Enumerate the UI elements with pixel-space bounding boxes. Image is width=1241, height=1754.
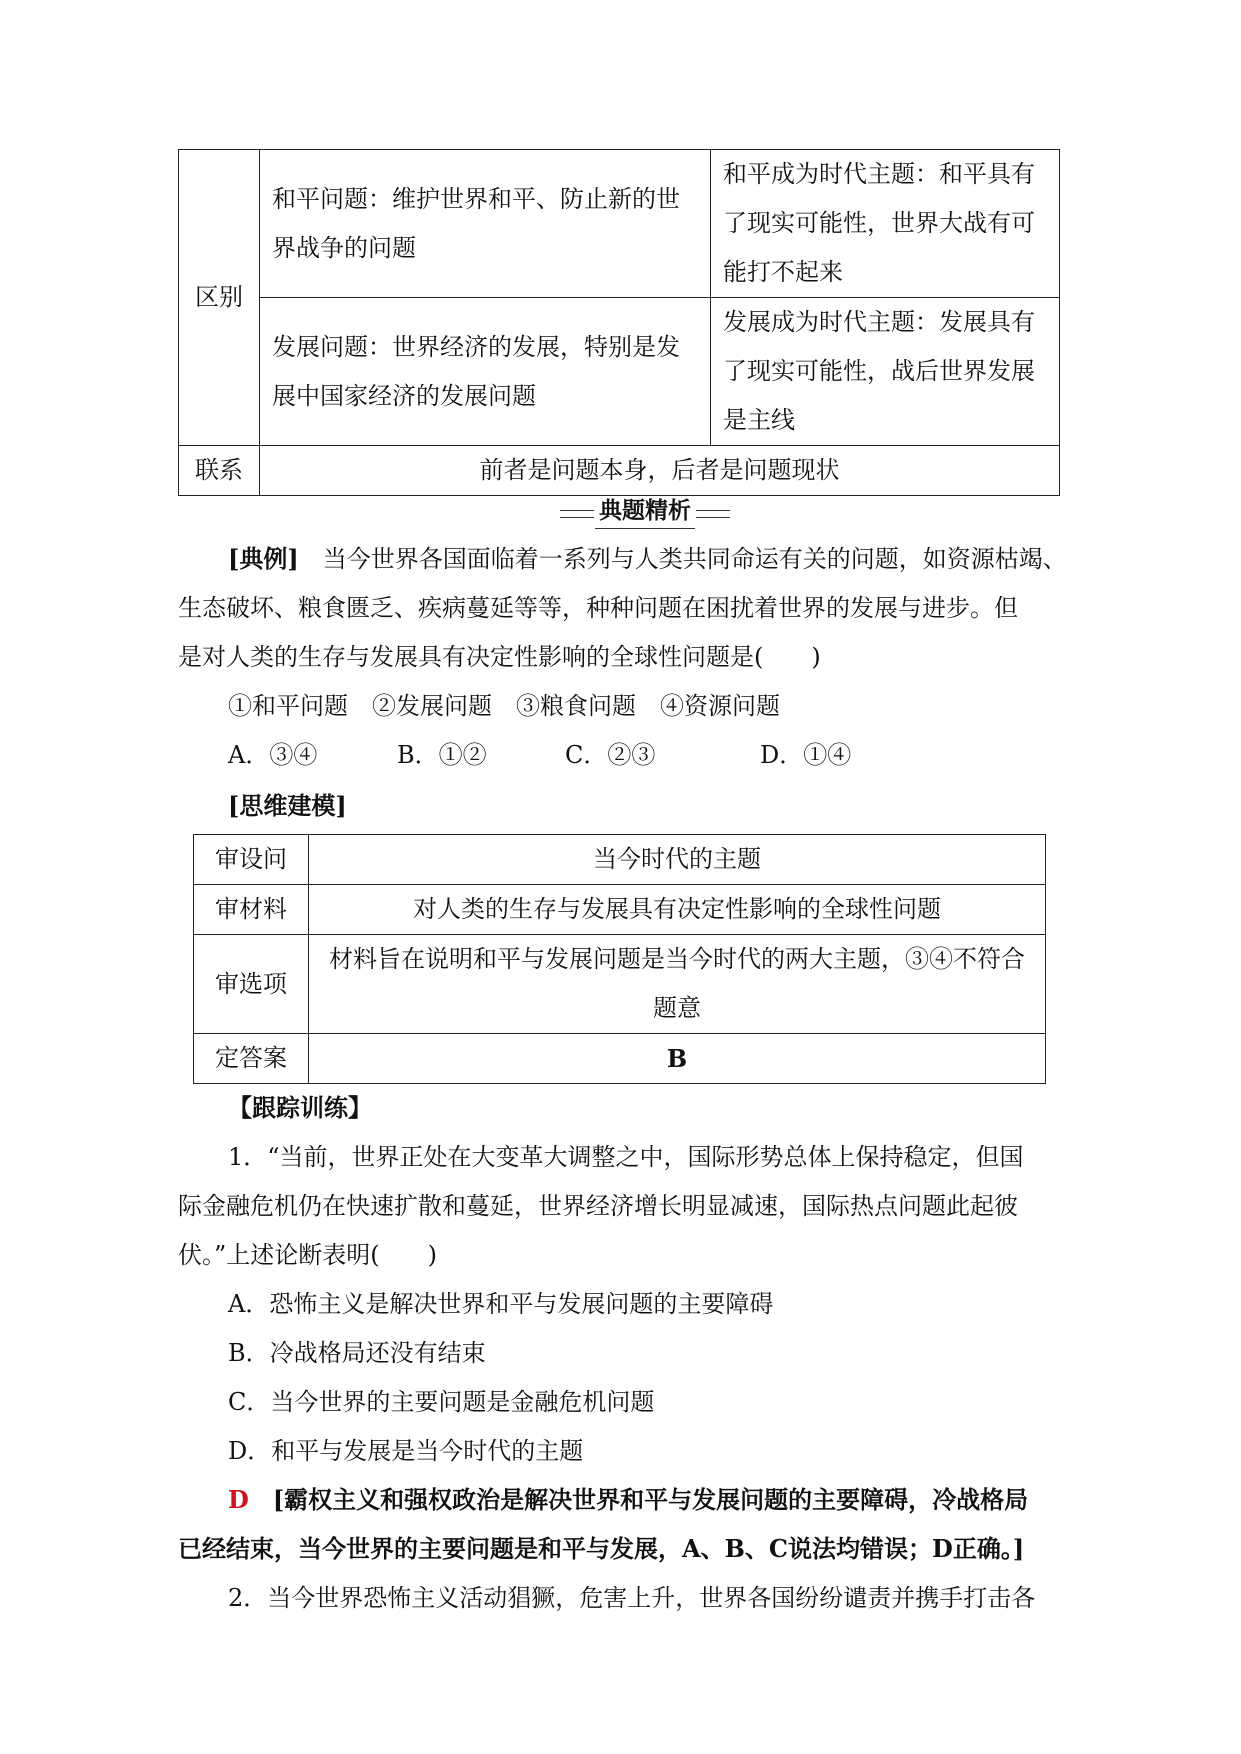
development-problem-cell: 发展问题：世界经济的发展，特别是发展中国家经济的发展问题 [260,298,711,446]
example-line-3: 是对人类的生存与发展具有决定性影响的全球性问题是( ) [178,643,821,671]
q1-line-1: 1．“当前，世界正处在大变革大调整之中，国际形势总体上保持稳定，但国 [228,1143,1024,1171]
model-label-options: 审选项 [194,935,309,1034]
q1-option-b: B．冷战格局还没有结束 [228,1339,486,1367]
option-d: D．①④ [760,741,852,769]
training-heading: 【跟踪训练】 [228,1093,372,1122]
option-b: B．①② [397,741,487,769]
model-label-question: 审设问 [194,835,309,885]
thinking-model-table [193,834,1046,1084]
q1-explanation-line-1: D [霸权主义和强权政治是解决世界和平与发展问题的主要障碍，冷战格局 [228,1485,1029,1514]
q2-line-1: 2．当今世界恐怖主义活动猖獗，危害上升，世界各国纷纷谴责并携手打击各 [228,1584,1036,1612]
example-line-2: 生态破坏、粮食匮乏、疾病蔓延等等，种种问题在困扰着世界的发展与进步。但 [178,594,1018,622]
section-banner-title: 典题精析 [595,494,695,529]
peace-theme-cell: 和平成为时代主题：和平具有了现实可能性，世界大战有可能打不起来 [711,150,1060,298]
q1-option-d: D．和平与发展是当今时代的主题 [228,1437,584,1465]
example-line-1: [典例] 当今世界各国面临着一系列与人类共同命运有关的问题，如资源枯竭、 [228,544,1067,573]
example-items: ①和平问题 ②发展问题 ③粮食问题 ④资源问题 [228,692,780,720]
model-label-answer: 定答案 [194,1034,309,1084]
connection-cell: 前者是问题本身，后者是问题现状 [260,446,1060,496]
model-label-material: 审材料 [194,885,309,935]
option-c: C．②③ [565,741,656,769]
q1-answer: D [228,1485,249,1514]
model-heading: [思维建模] [228,791,347,820]
q1-option-a: A．恐怖主义是解决世界和平与发展问题的主要障碍 [228,1290,774,1318]
row-label-connection: 联系 [179,446,260,496]
model-value-options: 材料旨在说明和平与发展问题是当今时代的两大主题，③④不符合 题意 [309,935,1046,1034]
example-tag: [典例] [228,544,299,573]
option-a: A．③④ [228,741,318,769]
comparison-table [178,149,1060,496]
model-value-material: 对人类的生存与发展具有决定性影响的全球性问题 [309,885,1046,935]
section-banner [560,494,730,528]
q1-line-3: 伏。”上述论断表明( ) [178,1241,437,1269]
q1-option-c: C．当今世界的主要问题是金融危机问题 [228,1388,655,1416]
model-value-question: 当今时代的主题 [309,835,1046,885]
q1-explanation-line-2: 已经结束，当今世界的主要问题是和平与发展，A、B、C说法均错误；D正确。] [178,1534,1025,1563]
peace-problem-cell: 和平问题：维护世界和平、防止新的世界战争的问题 [260,150,711,298]
q1-line-2: 际金融危机仍在快速扩散和蔓延，世界经济增长明显减速，国际热点问题此起彼 [178,1192,1018,1220]
row-label-difference: 区别 [179,150,260,446]
development-theme-cell: 发展成为时代主题：发展具有了现实可能性，战后世界发展是主线 [711,298,1060,446]
model-value-answer: B [309,1034,1046,1084]
